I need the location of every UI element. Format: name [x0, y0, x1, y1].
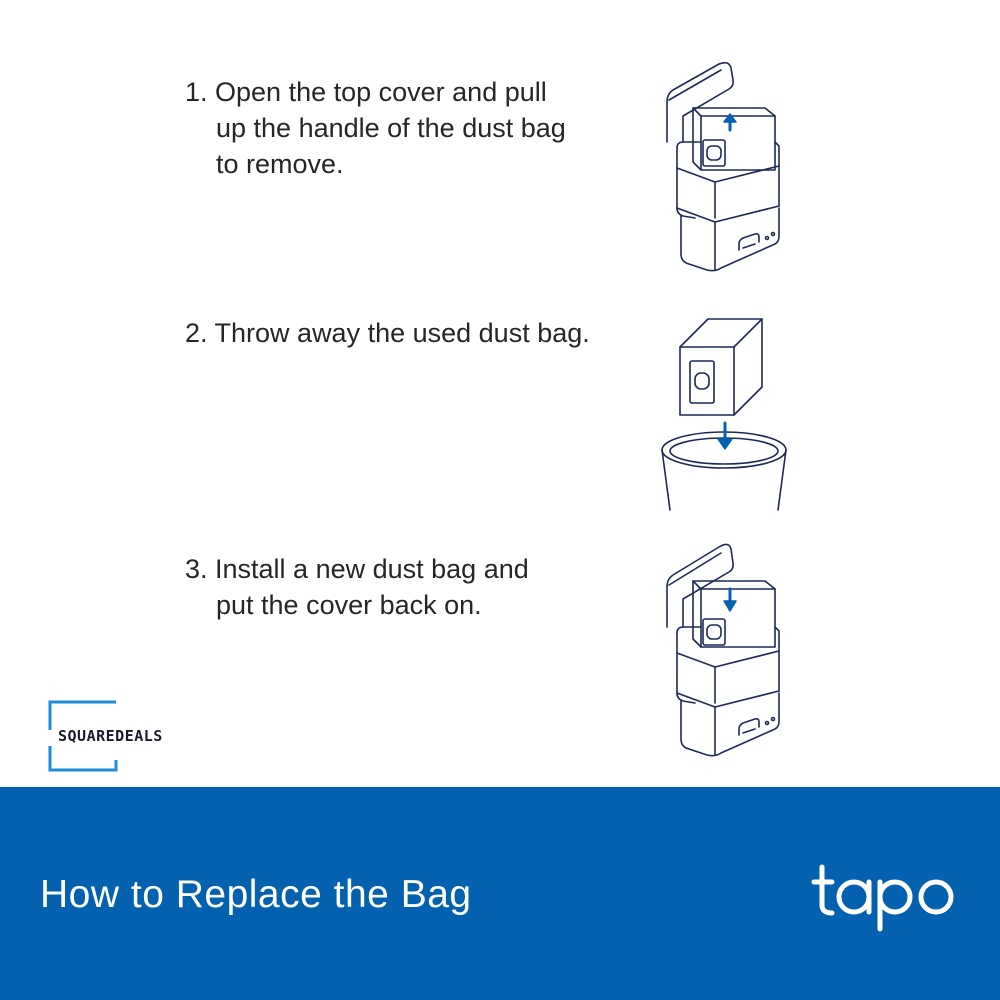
- tapo-logo: [810, 855, 960, 935]
- dust-bag-disposal-icon: [650, 315, 795, 515]
- logo-text: SQUAREDEALS: [58, 727, 163, 745]
- dust-station-install-icon: [655, 537, 785, 767]
- step-3-line-1: 3. Install a new dust bag and: [185, 554, 529, 584]
- footer-title: How to Replace the Bag: [40, 873, 472, 916]
- step-2-line-1: 2. Throw away the used dust bag.: [185, 318, 590, 348]
- squaredeals-logo: [48, 700, 248, 772]
- step-1-line-3: to remove.: [216, 149, 344, 179]
- step-3-instruction: [185, 551, 529, 623]
- step-3-line-2: put the cover back on.: [216, 590, 482, 620]
- down-arrow-icon: [718, 439, 732, 449]
- step-2-instruction: [185, 315, 590, 351]
- step-1-line-1: 1. Open the top cover and pull: [185, 77, 547, 107]
- dust-bag-icon: [680, 319, 762, 415]
- dust-station-open-icon: [655, 58, 785, 280]
- step-1-instruction: [185, 74, 566, 182]
- down-arrow-icon: [724, 601, 736, 611]
- step-1-line-2: up the handle of the dust bag: [216, 113, 566, 143]
